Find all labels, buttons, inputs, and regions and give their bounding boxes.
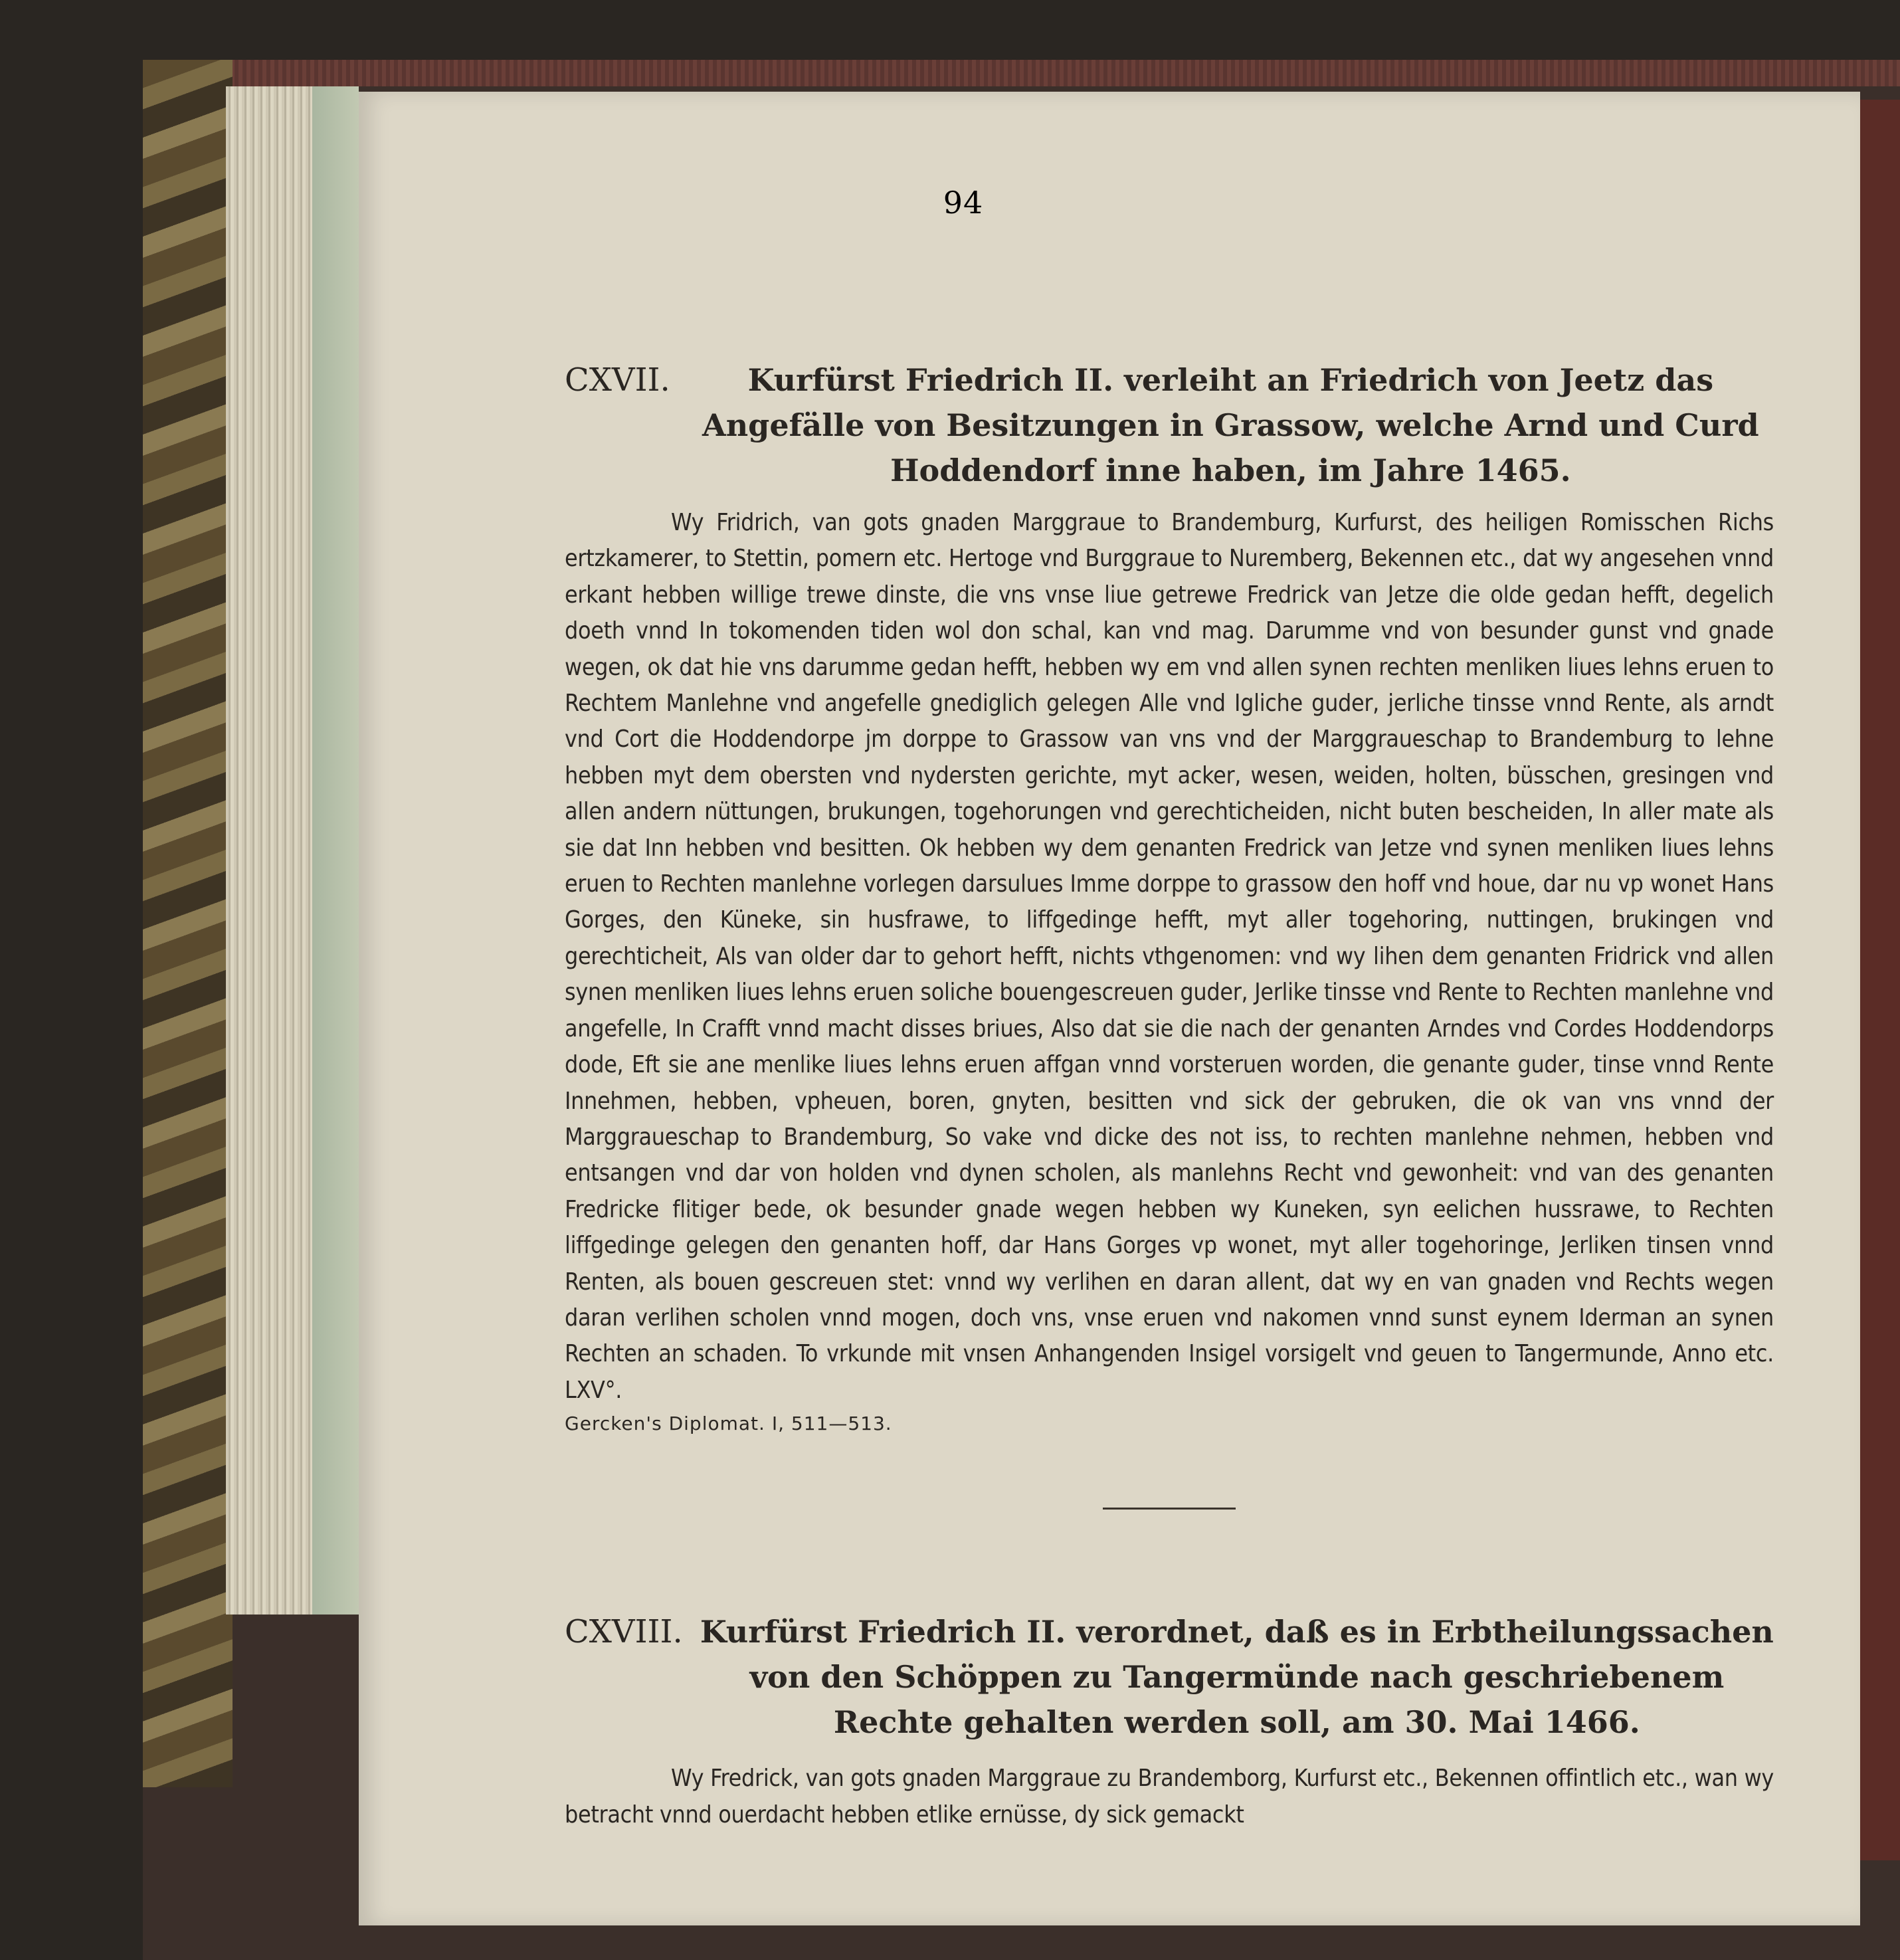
section-title	[565, 357, 1774, 493]
section-citation: Gercken's Diplomat. I, 511—513.	[565, 1413, 892, 1435]
section-body: Wy Fridrich, van gots gnaden Marggraue to Brandemburg, Kurfurst, des heiligen Romisschen Richs ertzkamerer, to Stettin, pomern etc. Hertoge vnd Burggraue to Nuremberg, Bekennen etc., dat wy angesehen vnnd erkant hebben willige trewe dinste, die vns vnse liue getrewe Fredrick van Jetze die olde gedan hefft, degelich doeth vnnd In tokomenden tiden wol don schal, kan vnd mag. Darumme vnd von besunder gunst vnd gnade wegen, ok dat hie vns darumme gedan hefft, hebben wy em vnd allen synen rechten menliken liues lehns eruen to Rechtem Manlehne vnd angefelle gnediglich gelegen Alle vnd Igliche guder, jerliche tinsse vnnd Rente, als arndt vnd Cort die Hoddendorpe jm dorppe to Grassow van vns vnd der Marggraueschap to Brandemburg to lehne hebben myt dem obersten vnd nydersten gerichte, myt acker, wesen, weiden, holten, büsschen, gresingen vnd allen andern nüttungen, brukungen, togehorungen vnd gerechticheiden, nicht buten bescheiden, In aller mate als sie dat Inn hebben vnd besitten. Ok hebben wy dem genanten Fredrick van Jetze vnd synen menliken liues lehns eruen to Rechten manlehne vorlegen darsulues Imme dorppe to grassow den hoff vnd houe, dar nu vp wonet Hans Gorges, den Küneke, sin husfrawe, to liffgedinge hefft, myt aller togehoring, nuttingen, brukingen vnd gerechticheit, Als van older dar to gehort hefft, nichts vthgenomen: vnd wy lihen dem genanten Fridrick vnd allen synen menliken liues lehns eruen soliche bouengescreuen guder, Jerlike tinsse vnd Rente to Rechten manlehne vnd angefelle, In Crafft vnnd macht disses briues, Also dat sie die nach der genanten Arndes vnd Cordes Hoddendorps dode, Eft sie ane menlike liues lehns eruen affgan vnnd vorsteruen worden, die genante guder, tinse vnnd Rente Innehmen, hebben, vpheuen, boren, gnyten, besitten vnd sick der gebruken, die ok van vns vnnd der Marggraueschap to Brandemburg, So vake vnd dicke des not iss, to rechten manlehne nehmen, hebben vnd entsangen vnd dar von holden vnd dynen scholen, als manlehns Recht vnd gewonheit: vnd van des genanten Fredricke flitiger bede, ok besunder gnade wegen hebben wy Kuneken, syn eelichen hussrawe, to Rechten liffgedinge gelegen den genanten hoff, dar Hans Gorges vp wonet, myt aller togehoringe, Jerliken tinsen vnnd Renten, als bouen gescreuen stet: vnnd wy verlihen en daran allent, dat wy en van gnaden vnd Rechts wegen daran verlihen scholen vnnd mogen, doch vns, vnse eruen vnd nakomen vnnd sunst eynem Iderman an synen Rechten an schaden. To vrkunde mit vnsen Anhangenden Insigel vorsigelt vnd geuen to Tangermunde, Anno etc. LXV°.	[565, 509, 1774, 1404]
book-cover-cloth	[143, 60, 1900, 86]
page-edges-tint	[312, 86, 359, 1615]
section-body: Wy Fredrick, van gots gnaden Marggraue zu Brandemborg, Kurfurst etc., Bekennen offintlich etc., wan wy betracht vnnd ouerdacht hebben etlike ernüsse, dy sick gemackt	[565, 1765, 1774, 1828]
book-page	[359, 92, 1860, 1925]
marbled-endpaper	[143, 60, 233, 1787]
section-title	[565, 1609, 1774, 1745]
book-cover-right	[1860, 100, 1900, 1860]
section-number: CXVII.	[565, 361, 670, 399]
section-heading: Kurfürst Friedrich II. verordnet, daß es in Erbtheilungssachen von den Schöppen zu Tangermünde nach geschriebenem Rechte gehalten werden soll, am 30. Mai 1466.	[700, 1614, 1774, 1741]
section-divider	[1103, 1508, 1236, 1510]
page-content	[565, 278, 1774, 1833]
page-number: 94	[943, 185, 984, 221]
section-number: CXVIII.	[565, 1613, 683, 1651]
section-heading: Kurfürst Friedrich II. verleiht an Friedrich von Jeetz das Angefälle von Besitzungen in Grassow, welche Arnd und Curd Hoddendorf inne haben, im Jahre 1465.	[702, 362, 1759, 488]
